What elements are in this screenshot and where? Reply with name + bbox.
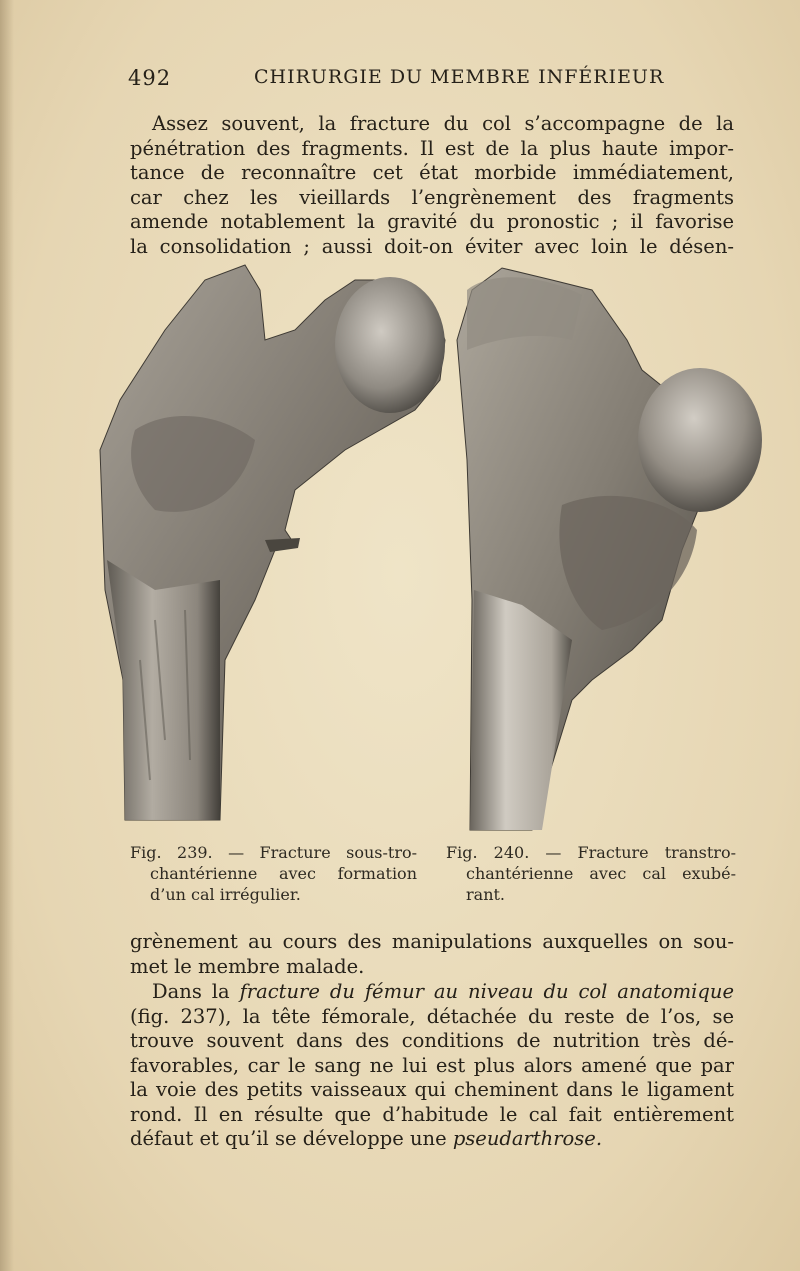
text-line: grènement au cours des manipulations auxquelles on sou-: [130, 930, 734, 953]
page-gutter-shadow: [0, 0, 14, 1271]
text-line: favorables, car le sang ne lui est plus alors amené que par: [130, 1053, 734, 1077]
text-line: trouve souvent dans des conditions de nutrition très dé-: [130, 1029, 734, 1052]
caption-line: chantérienne avec formation: [150, 864, 417, 883]
italic-phrase: pseudarthrose.: [452, 1127, 603, 1150]
text-line: pénétration des fragments. Il est de la plus haute impor-: [130, 136, 734, 160]
figure-240-femur-image: [452, 260, 768, 840]
running-title: CHIRURGIE DU MEMBRE INFÉRIEUR: [254, 66, 665, 88]
figure-239-femur-image: [95, 260, 455, 840]
text-line: amende notablement la gravité du pronostic ; il favorise: [130, 210, 734, 233]
paragraph-bottom: [130, 980, 734, 1152]
text-line: la consolidation ; aussi doit-on éviter avec loin le désen-: [130, 234, 734, 258]
text-line: [130, 1127, 734, 1152]
text-segment: défaut et qu’il se développe une: [130, 1127, 453, 1150]
caption-line: rant.: [466, 885, 506, 904]
paragraph-continuation: [130, 930, 734, 979]
text-line: met le membre malade.: [130, 954, 365, 978]
text-segment: Dans la: [152, 980, 240, 1003]
text-line: car chez les vieillards l’engrènement des fragments: [130, 185, 734, 209]
caption-line: Fig. 239. — Fracture sous-tro-: [130, 843, 417, 862]
page-header: [128, 66, 734, 94]
text-line: (fig. 237), la tête fémorale, détachée du reste de l’os, se: [130, 1004, 734, 1028]
caption-line: chantérienne avec cal exubé-: [466, 864, 736, 883]
caption-line: d’un cal irrégulier.: [150, 885, 301, 904]
page-number: 492: [128, 66, 172, 90]
italic-phrase: fracture du fémur au niveau du col anatomique: [239, 980, 734, 1003]
text-line: la voie des petits vaisseaux qui cheminent dans le ligament: [130, 1078, 734, 1101]
text-line: [130, 980, 734, 1005]
paragraph-top: [130, 112, 734, 259]
figure-240-caption: [446, 842, 736, 905]
caption-line: Fig. 240. — Fracture transtro-: [446, 843, 736, 862]
text-line: tance de reconnaître cet état morbide immédiatement,: [130, 161, 734, 184]
text-line: rond. Il en résulte que d’habitude le cal fait entièrement: [130, 1102, 734, 1126]
text-line: Assez souvent, la fracture du col s’accompagne de la: [152, 112, 734, 135]
figure-239-caption: [130, 842, 417, 905]
